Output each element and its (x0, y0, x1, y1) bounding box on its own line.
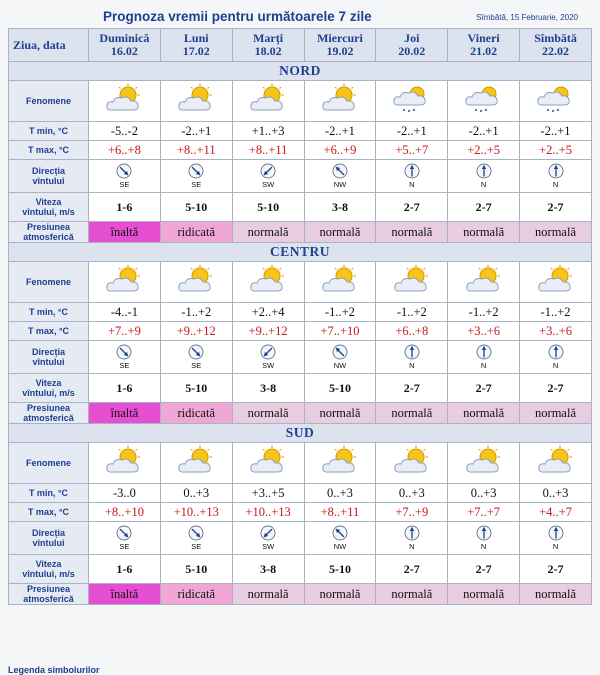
wind-direction-text: SE (191, 180, 202, 189)
day-date: 19.02 (326, 44, 354, 58)
legend-link[interactable]: Legenda simbolurilor (8, 665, 100, 675)
day-name: Joi (404, 31, 420, 45)
wind-arrow-icon (332, 344, 348, 360)
wind-arrow-icon (404, 344, 420, 360)
tmax-value: +3..+6 (520, 322, 592, 341)
wind-speed-value: 5-10 (232, 193, 304, 222)
tmin-value: 0..+3 (160, 484, 232, 503)
wind-arrow-icon (188, 344, 204, 360)
pressure-value: ridicată (160, 584, 232, 605)
wind-speed-value: 5-10 (160, 555, 232, 584)
wind-speed-value: 2-7 (520, 555, 592, 584)
pressure-value: normală (304, 403, 376, 424)
row-label-tmax: T max, °C (9, 322, 89, 341)
header-label: Ziua, data (9, 29, 89, 62)
tmax-value: +8..+11 (160, 141, 232, 160)
row-label-phenomena: Fenomene (9, 262, 89, 303)
label-line: vîntului (32, 176, 65, 186)
pressure-value: normală (520, 222, 592, 243)
wind-arrow-icon (548, 163, 564, 179)
wind-arrow-icon (260, 525, 276, 541)
wind-direction-text: SW (262, 361, 275, 370)
tmin-value: -1..+2 (376, 303, 448, 322)
wind-direction-text: N (480, 180, 487, 189)
sun-cloud-icon (463, 264, 505, 296)
pressure-value: normală (520, 403, 592, 424)
wind-speed-value: 2-7 (448, 193, 520, 222)
row-label-tmin: T min, °C (9, 303, 89, 322)
pressure-value: normală (376, 403, 448, 424)
wind-speed-value: 2-7 (520, 193, 592, 222)
tmin-value: -2..+1 (448, 122, 520, 141)
label-line: Viteza (35, 378, 62, 388)
page-title: Prognoza vremii pentru următoarele 7 zile (103, 9, 372, 24)
wind-direction-text: N (480, 542, 487, 551)
row-label-wind-direction (9, 522, 89, 555)
region-row (9, 243, 592, 262)
tmin-value: -1..+2 (160, 303, 232, 322)
wind-speed-value: 5-10 (160, 193, 232, 222)
wind-direction-row (9, 522, 592, 555)
tmin-value: 0..+3 (304, 484, 376, 503)
wind-direction-text: NW (333, 361, 347, 370)
sun-cloud-icon (463, 445, 505, 477)
pressure-value: ridicată (160, 222, 232, 243)
wind-speed-value: 5-10 (304, 555, 376, 584)
tmax-value: +9..+12 (232, 322, 304, 341)
row-label-wind-direction (9, 341, 89, 374)
label-line: Direcția (31, 347, 66, 357)
wind-arrow-icon (116, 163, 132, 179)
day-date: 20.02 (398, 44, 426, 58)
wind-speed-value: 5-10 (304, 374, 376, 403)
wind-speed-value: 1-6 (89, 374, 161, 403)
day-name: Sîmbătă (534, 31, 577, 45)
wind-direction-text: SE (119, 180, 130, 189)
row-label-wind-speed (9, 555, 89, 584)
region-name: CENTRU (9, 243, 592, 262)
wind-arrow-icon (548, 344, 564, 360)
sun-cloud-icon (319, 83, 361, 115)
pressure-row (9, 403, 592, 424)
tmin-value: 0..+3 (520, 484, 592, 503)
tmax-value: +3..+6 (448, 322, 520, 341)
snow-cloud-icon (463, 83, 505, 115)
row-label-pressure (9, 222, 89, 243)
tmin-value: -1..+2 (520, 303, 592, 322)
tmin-value: 0..+3 (448, 484, 520, 503)
wind-speed-value: 2-7 (448, 555, 520, 584)
label-line: Direcția (31, 528, 66, 538)
wind-direction-text: SW (262, 180, 275, 189)
tmax-value: +5..+7 (376, 141, 448, 160)
tmax-value: +7..+7 (448, 503, 520, 522)
phenomena-row (9, 262, 592, 303)
row-label-pressure (9, 584, 89, 605)
tmin-value: +3..+5 (232, 484, 304, 503)
tmax-value: +8..+11 (304, 503, 376, 522)
wind-arrow-icon (548, 525, 564, 541)
wind-arrow-icon (188, 525, 204, 541)
pressure-value: normală (376, 584, 448, 605)
sun-cloud-icon (535, 264, 577, 296)
row-label-wind-direction (9, 160, 89, 193)
wind-direction-text: N (480, 361, 487, 370)
wind-speed-value: 2-7 (376, 555, 448, 584)
pressure-value: normală (448, 584, 520, 605)
forecast-page (8, 6, 592, 605)
wind-arrow-icon (188, 163, 204, 179)
tmax-value: +10..+13 (160, 503, 232, 522)
wind-arrow-icon (260, 163, 276, 179)
day-header (376, 29, 448, 62)
day-date: 16.02 (110, 44, 138, 58)
wind-direction-text: NW (333, 542, 347, 551)
tmin-value: -1..+2 (304, 303, 376, 322)
wind-direction-row (9, 341, 592, 374)
sun-cloud-icon (391, 445, 433, 477)
day-date: 22.02 (542, 44, 570, 58)
tmax-value: +8..+10 (89, 503, 161, 522)
tmin-value: +1..+3 (232, 122, 304, 141)
tmin-value: -2..+1 (520, 122, 592, 141)
label-line: vîntului, m/s (22, 569, 75, 579)
row-label-tmin: T min, °C (9, 484, 89, 503)
tmin-value: +2..+4 (232, 303, 304, 322)
forecast-table (8, 28, 592, 605)
label-line: vîntului, m/s (22, 207, 75, 217)
report-date: Sîmbătă, 15 Februarie, 2020 (476, 13, 578, 22)
day-header (304, 29, 376, 62)
pressure-value: normală (232, 222, 304, 243)
tmax-row (9, 141, 592, 160)
tmin-value: -4..-1 (89, 303, 161, 322)
sun-cloud-icon (175, 264, 217, 296)
row-label-tmin: T min, °C (9, 122, 89, 141)
tmax-value: +6..+9 (304, 141, 376, 160)
tmax-value: +2..+5 (520, 141, 592, 160)
tmin-row (9, 484, 592, 503)
wind-direction-text: N (552, 180, 559, 189)
day-header (89, 29, 161, 62)
wind-direction-text: N (409, 180, 415, 189)
label-line: Viteza (35, 197, 62, 207)
sun-cloud-icon (247, 264, 289, 296)
row-label-phenomena: Fenomene (9, 443, 89, 484)
sun-cloud-icon (175, 83, 217, 115)
phenomena-row (9, 443, 592, 484)
tmin-value: -2..+1 (160, 122, 232, 141)
wind-direction-text: SE (191, 361, 202, 370)
day-header (520, 29, 592, 62)
day-name: Miercuri (317, 31, 363, 45)
tmax-value: +7..+10 (304, 322, 376, 341)
row-label-wind-speed (9, 193, 89, 222)
wind-speed-row (9, 193, 592, 222)
title-row (8, 6, 592, 28)
wind-direction-text: N (552, 361, 559, 370)
day-header (232, 29, 304, 62)
pressure-value: înaltă (89, 403, 161, 424)
tmax-value: +7..+9 (89, 322, 161, 341)
pressure-value: normală (520, 584, 592, 605)
sun-cloud-icon (319, 264, 361, 296)
pressure-row (9, 584, 592, 605)
pressure-value: înaltă (89, 584, 161, 605)
wind-speed-value: 1-6 (89, 193, 161, 222)
wind-direction-row (9, 160, 592, 193)
wind-speed-value: 2-7 (520, 374, 592, 403)
sun-cloud-icon (247, 445, 289, 477)
day-name: Vineri (467, 31, 500, 45)
wind-arrow-icon (476, 525, 492, 541)
day-name: Luni (183, 31, 209, 45)
wind-direction-text: SE (119, 361, 130, 370)
tmax-row (9, 322, 592, 341)
tmax-value: +9..+12 (160, 322, 232, 341)
label-line: Presiunea (26, 584, 71, 594)
tmax-value: +6..+8 (376, 322, 448, 341)
pressure-value: înaltă (89, 222, 161, 243)
wind-direction-text: N (552, 542, 559, 551)
pressure-value: normală (232, 403, 304, 424)
wind-speed-value: 3-8 (304, 193, 376, 222)
day-date: 17.02 (182, 44, 210, 58)
wind-speed-value: 2-7 (448, 374, 520, 403)
label-line: Presiunea (26, 403, 71, 413)
label-line: vîntului (32, 538, 65, 548)
tmax-value: +2..+5 (448, 141, 520, 160)
wind-direction-text: N (409, 542, 415, 551)
wind-speed-value: 1-6 (89, 555, 161, 584)
tmin-value: 0..+3 (376, 484, 448, 503)
label-line: atmosferică (23, 232, 74, 242)
label-line: atmosferică (23, 413, 74, 423)
sun-cloud-icon (103, 264, 145, 296)
sun-cloud-icon (103, 83, 145, 115)
tmax-value: +4..+7 (520, 503, 592, 522)
label-line: Direcția (31, 166, 66, 176)
wind-arrow-icon (116, 344, 132, 360)
wind-arrow-icon (476, 163, 492, 179)
tmin-value: -2..+1 (376, 122, 448, 141)
row-label-pressure (9, 403, 89, 424)
day-header (160, 29, 232, 62)
sun-cloud-icon (319, 445, 361, 477)
tmax-value: +10..+13 (232, 503, 304, 522)
sun-cloud-icon (247, 83, 289, 115)
tmin-row (9, 303, 592, 322)
region-row (9, 62, 592, 81)
wind-direction-text: SE (191, 542, 202, 551)
tmin-value: -2..+1 (304, 122, 376, 141)
pressure-value: normală (304, 584, 376, 605)
phenomena-row (9, 81, 592, 122)
wind-arrow-icon (332, 525, 348, 541)
tmax-row (9, 503, 592, 522)
wind-speed-row (9, 555, 592, 584)
wind-arrow-icon (476, 344, 492, 360)
sun-cloud-icon (391, 264, 433, 296)
wind-direction-text: SE (119, 542, 130, 551)
wind-arrow-icon (332, 163, 348, 179)
day-header (448, 29, 520, 62)
wind-direction-text: N (409, 361, 415, 370)
pressure-value: normală (304, 222, 376, 243)
snow-cloud-icon (391, 83, 433, 115)
wind-speed-row (9, 374, 592, 403)
tmin-value: -3..0 (89, 484, 161, 503)
day-date: 18.02 (254, 44, 282, 58)
region-name: SUD (9, 424, 592, 443)
sun-cloud-icon (175, 445, 217, 477)
pressure-value: normală (232, 584, 304, 605)
tmax-value: +8..+11 (232, 141, 304, 160)
day-name: Duminică (99, 31, 150, 45)
label-line: Viteza (35, 559, 62, 569)
day-name: Marți (253, 31, 284, 45)
wind-speed-value: 3-8 (232, 374, 304, 403)
sun-cloud-icon (535, 445, 577, 477)
tmin-value: -1..+2 (448, 303, 520, 322)
region-name: NORD (9, 62, 592, 81)
wind-arrow-icon (404, 525, 420, 541)
pressure-row (9, 222, 592, 243)
row-label-tmax: T max, °C (9, 503, 89, 522)
sun-cloud-icon (103, 445, 145, 477)
pressure-value: normală (448, 222, 520, 243)
label-line: Presiunea (26, 222, 71, 232)
tmax-value: +6..+8 (89, 141, 161, 160)
wind-speed-value: 2-7 (376, 193, 448, 222)
wind-arrow-icon (404, 163, 420, 179)
day-date: 21.02 (470, 44, 498, 58)
tmin-row (9, 122, 592, 141)
label-line: atmosferică (23, 594, 74, 604)
region-row (9, 424, 592, 443)
wind-speed-value: 3-8 (232, 555, 304, 584)
wind-arrow-icon (116, 525, 132, 541)
pressure-value: ridicată (160, 403, 232, 424)
header-row (9, 29, 592, 62)
label-line: vîntului, m/s (22, 388, 75, 398)
wind-speed-value: 2-7 (376, 374, 448, 403)
snow-cloud-icon (535, 83, 577, 115)
tmax-value: +7..+9 (376, 503, 448, 522)
tmin-value: -5..-2 (89, 122, 161, 141)
pressure-value: normală (376, 222, 448, 243)
row-label-phenomena: Fenomene (9, 81, 89, 122)
label-line: vîntului (32, 357, 65, 367)
wind-direction-text: SW (262, 542, 275, 551)
wind-arrow-icon (260, 344, 276, 360)
row-label-wind-speed (9, 374, 89, 403)
row-label-tmax: T max, °C (9, 141, 89, 160)
pressure-value: normală (448, 403, 520, 424)
wind-direction-text: NW (333, 180, 347, 189)
wind-speed-value: 5-10 (160, 374, 232, 403)
